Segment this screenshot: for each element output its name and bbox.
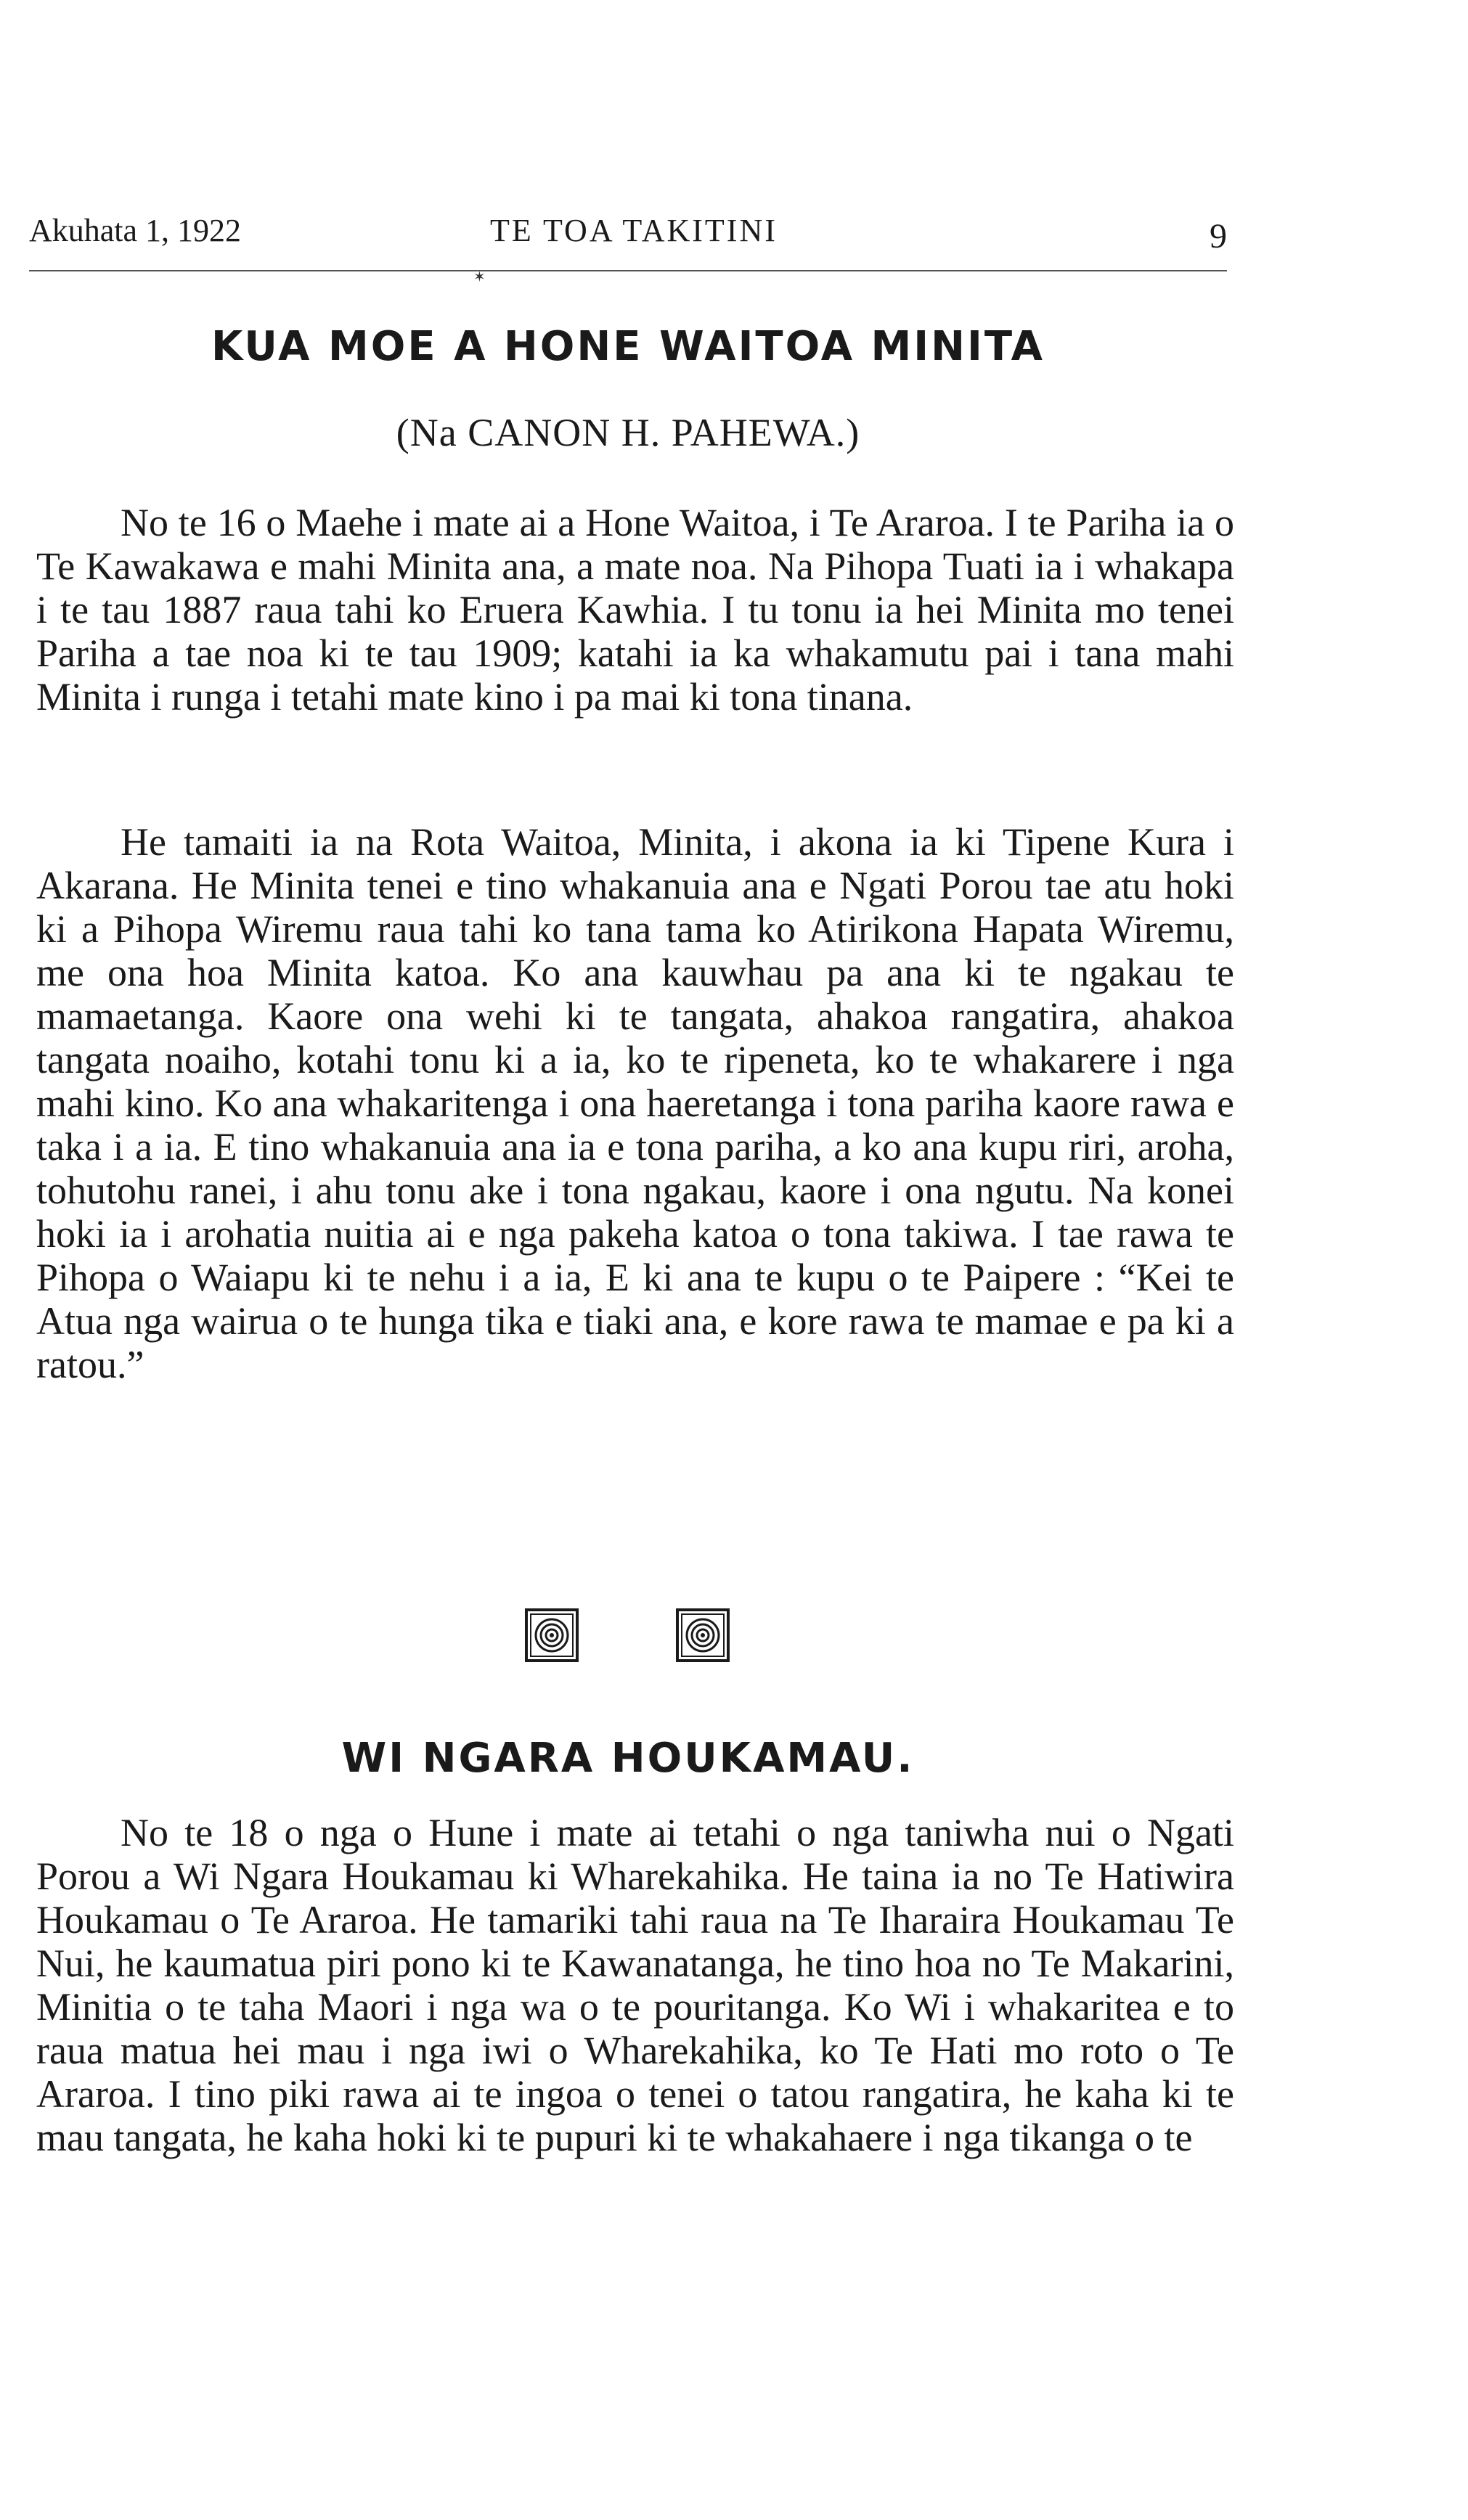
article2-paragraph-1-block xyxy=(36,1811,1234,2159)
spiral-ornament-icon xyxy=(675,1608,730,1663)
issue-date: Akuhata 1, 1922 xyxy=(29,213,242,248)
running-head xyxy=(29,212,1227,255)
article2-paragraph: No te 18 o nga o Hune i mate ai tetahi o nga taniwha nui o Ngati Porou a Wi Ngara Houkamau ki Wharekahika. He taina ia no Te Hatiwira Houkamau o Te Araroa. He tamariki tahi raua na Te Iharaira Houkamau Te Nui, he kaumatua piri pono ki te Kawanatanga, he tino hoa no Te Makarini, Minitia o te taha Maori i nga wa o te pouritanga. Ko Wi i whakaritea e to raua matua hei mau i nga iwi o Wharekahika, ko Te Hati mo roto o Te Araroa. I tino piki rawa ai te ingoa o tenei o tatou rangatira, he kaha ki te mau tangata, he kaha hoki ki te pupuri ki te whakahaere i nga tikanga o te xyxy=(36,1811,1234,2159)
page-number: 9 xyxy=(1210,217,1227,255)
article1-paragraph-2-block xyxy=(36,820,1234,1386)
header-rule xyxy=(29,270,1227,271)
article-title-wi-ngara: WI NGARA HOUKAMAU. xyxy=(341,1735,915,1782)
article1-paragraph-1-block xyxy=(36,501,1234,719)
rule-mark-icon: ✶ xyxy=(473,269,486,285)
article1-paragraph: No te 16 o Maehe i mate ai a Hone Waitoa, i Te Araroa. I te Pariha ia o Te Kawakawa e mahi Minita ana, a mate noa. Na Pihopa Tuati ia i whakapa i te tau 1887 raua tahi ko Eruera Kawhia. I tu tonu ia hei Minita mo tenei Pariha a tae noa ki te tau 1909; katahi ia ka whakamutu pai i tana mahi Minita i runga i tetahi mate kino i pa mai ki tona tinana. xyxy=(36,501,1234,719)
section-divider xyxy=(0,1608,1256,1673)
publication-title: TE TOA TAKITINI xyxy=(490,213,778,248)
article1-paragraph: He tamaiti ia na Rota Waitoa, Minita, i akona ia ki Tipene Kura i Akarana. He Minita tenei e tino whakanuia ana e Ngati Porou tae atu hoki ki a Pihopa Wiremu raua tahi ko tana tama ko Atirikona Hapata Wiremu, me ona hoa Minita katoa. Ko ana kauwhau pa ana ki te ngakau te mamaetanga. Kaore ona wehi ki te tangata, ahakoa rangatira, ahakoa tangata noaiho, kotahi tonu ki a ia, ko te ripeneta, ko te whakarere i nga mahi kino. Ko ana whakaritenga i ona haeretanga i tona pariha kaore rawa e taka i a ia. E tino whakanuia ana ia e tona pariha, a ko ana kupu riri, aroha, tohutohu ranei, i ahu tonu ake i tona ngakau, kaore i ona ngutu. Na konei hoki ia i arohatia nuitia ai e nga pakeha katoa o tona takiwa. I tae rawa te Pihopa o Waiapu ki te nehu i a ia, E ki ana te kupu o te Paipere : “Kei te Atua nga wairua o te hunga tika e tiaki ana, e kore rawa te mamae e pa ki a ratou.” xyxy=(36,820,1234,1386)
spiral-ornament-icon xyxy=(524,1608,579,1663)
article-byline: (Na CANON H. PAHEWA.) xyxy=(396,411,860,454)
article-title-hone-waitoa: KUA MOE A HONE WAITOA MINITA xyxy=(211,323,1045,370)
